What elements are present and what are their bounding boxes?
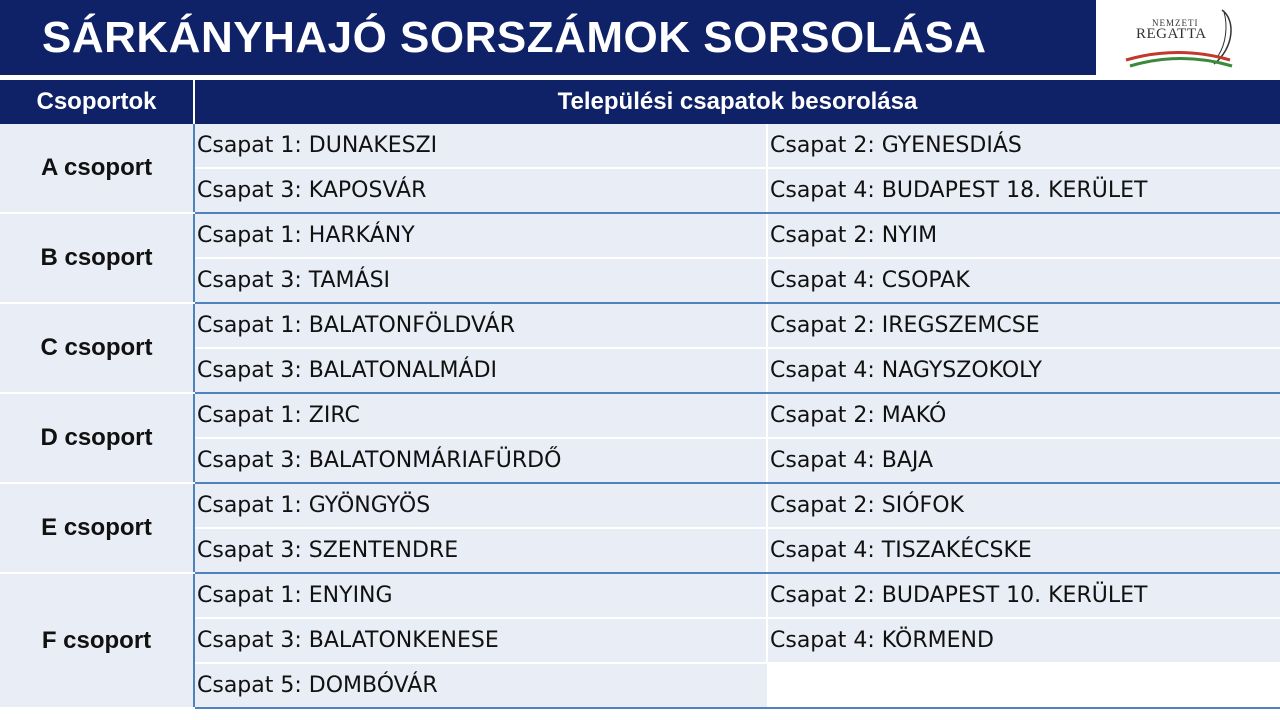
table-row (0, 213, 1280, 258)
team-cell: Csapat 1: BALATONFÖLDVÁR (194, 303, 767, 348)
team-cell: Csapat 2: GYENESDIÁS (767, 124, 1280, 168)
table-row (0, 483, 1280, 528)
team-cell: Csapat 2: NYIM (767, 213, 1280, 258)
nemzeti-regatta-logo (1110, 4, 1270, 74)
team-cell: Csapat 4: CSOPAK (767, 258, 1280, 303)
team-cell: Csapat 1: GYÖNGYÖS (194, 483, 767, 528)
header-teams: Települési csapatok besorolása (194, 80, 1280, 124)
team-cell: Csapat 2: SIÓFOK (767, 483, 1280, 528)
team-cell: Csapat 3: BALATONMÁRIAFÜRDŐ (194, 438, 767, 483)
table-row (0, 303, 1280, 348)
team-cell: Csapat 3: KAPOSVÁR (194, 168, 767, 213)
group-table (0, 80, 1280, 709)
team-cell: Csapat 3: BALATONALMÁDI (194, 348, 767, 393)
team-cell: Csapat 4: KÖRMEND (767, 618, 1280, 663)
table-row (0, 573, 1280, 618)
team-cell: Csapat 1: HARKÁNY (194, 213, 767, 258)
table-body (0, 124, 1280, 708)
team-cell: Csapat 3: BALATONKENESE (194, 618, 767, 663)
title-bar (0, 0, 1096, 75)
table-row (0, 393, 1280, 438)
team-cell: Csapat 2: IREGSZEMCSE (767, 303, 1280, 348)
logo-text-regatta: REGATTA (1136, 26, 1207, 42)
team-cell: Csapat 1: ENYING (194, 573, 767, 618)
team-cell: Csapat 3: TAMÁSI (194, 258, 767, 303)
group-label: F csoport (0, 573, 194, 708)
team-cell: Csapat 2: BUDAPEST 10. KERÜLET (767, 573, 1280, 618)
group-label: B csoport (0, 213, 194, 303)
team-cell: Csapat 2: MAKÓ (767, 393, 1280, 438)
team-cell: Csapat 4: BUDAPEST 18. KERÜLET (767, 168, 1280, 213)
table-row (0, 124, 1280, 168)
group-label: C csoport (0, 303, 194, 393)
header-groups: Csoportok (0, 80, 194, 124)
team-cell: Csapat 1: DUNAKESZI (194, 124, 767, 168)
team-cell: Csapat 5: DOMBÓVÁR (194, 663, 767, 708)
team-cell: Csapat 1: ZIRC (194, 393, 767, 438)
team-cell: Csapat 4: BAJA (767, 438, 1280, 483)
table-header-row (0, 80, 1280, 124)
group-label: D csoport (0, 393, 194, 483)
team-cell: Csapat 4: NAGYSZOKOLY (767, 348, 1280, 393)
group-label: E csoport (0, 483, 194, 573)
team-cell: Csapat 3: SZENTENDRE (194, 528, 767, 573)
team-cell: Csapat 4: TISZAKÉCSKE (767, 528, 1280, 573)
empty-cell (767, 663, 1280, 708)
group-label: A csoport (0, 124, 194, 213)
page-title: SÁRKÁNYHAJÓ SORSZÁMOK SORSOLÁSA (42, 13, 987, 62)
logo-text-nemzeti: NEMZETI (1152, 18, 1199, 28)
